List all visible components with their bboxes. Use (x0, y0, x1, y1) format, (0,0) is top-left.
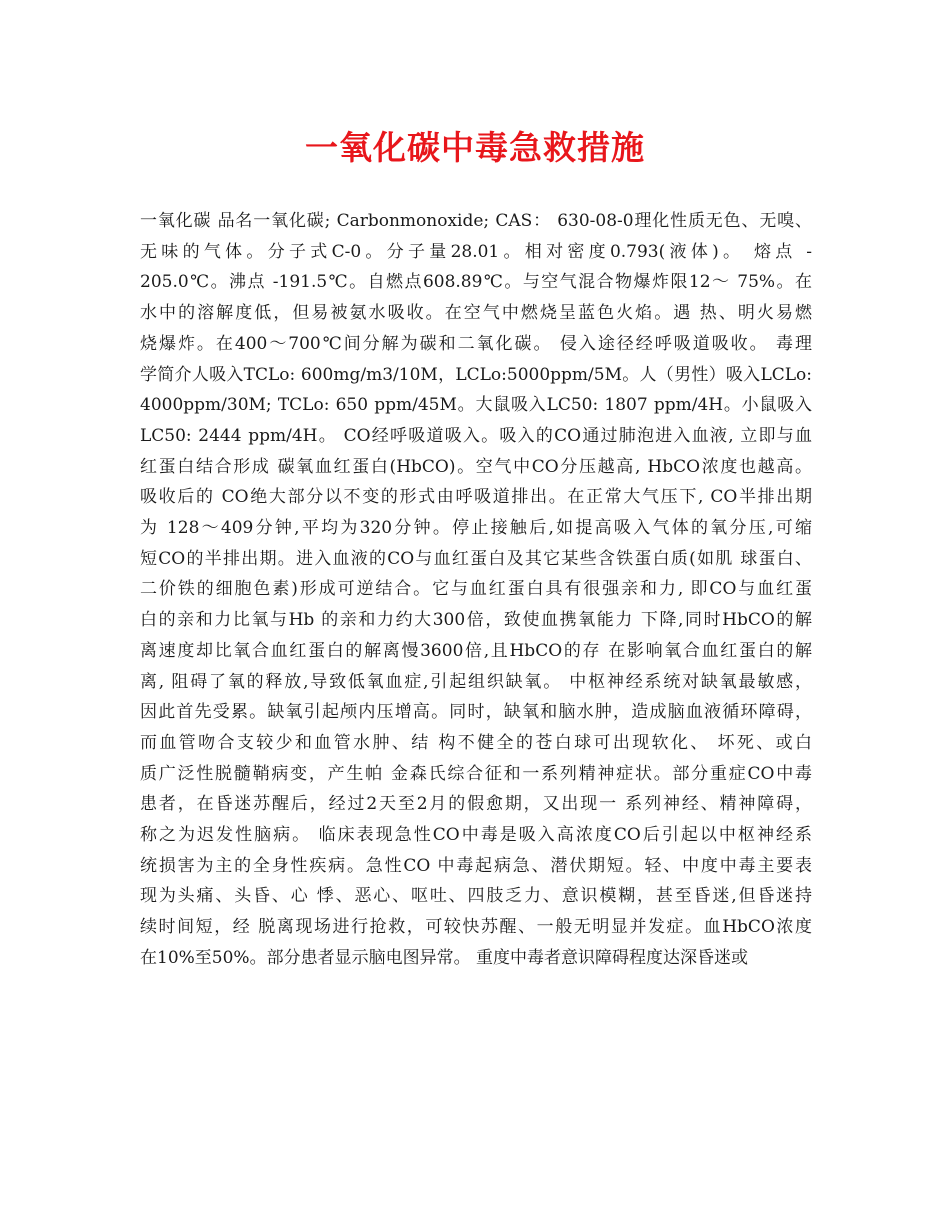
body-line: 烧爆炸。在400～700℃间分解为碳和二氧化碳。 侵入途径经呼吸道吸收。 毒理 (140, 333, 812, 354)
body-line: 学简介人吸入TCLo: 600mg/m3/10M，LCLo:5000ppm/5M。人（男性）吸入LCLo: (140, 364, 812, 385)
body-line: 短CO的半排出期。进入血液的CO与血红蛋白及其它某些含铁蛋白质(如肌 球蛋白、 (140, 548, 812, 569)
body-line: 现为头痛、头昏、心 悸、恶心、呕吐、四肢乏力、意识模糊，甚至昏迷,但昏迷持 (140, 886, 812, 907)
body-line: 无味的气体。分子式C-0。分子量28.01。相对密度0.793(液体)。 熔点 - (140, 241, 812, 262)
body-line: 离速度却比氧合血红蛋白的解离慢3600倍,且HbCO的存 在影响氧合血红蛋白的解 (140, 640, 812, 661)
body-line: 统损害为主的全身性疾病。急性CO 中毒起病急、潜伏期短。轻、中度中毒主要表 (140, 855, 812, 876)
body-line: 红蛋白结合形成 碳氧血红蛋白(HbCO)。空气中CO分压越高, HbCO浓度也越高。 (140, 456, 812, 477)
body-line: 205.0℃。沸点 -191.5℃。自燃点608.89℃。与空气混合物爆炸限12～ 75%。在 (140, 272, 812, 293)
document-body (140, 206, 812, 974)
body-line: 一氧化碳 品名一氧化碳; Carbonmonoxide; CAS： 630-08-0理化性质无色、无嗅、 (140, 211, 812, 231)
body-line: 患者，在昏迷苏醒后，经过2天至2月的假愈期，又出现一 系列神经、精神障碍， (140, 794, 812, 815)
body-line: 称之为迟发性脑病。 临床表现急性CO中毒是吸入高浓度CO后引起以中枢神经系 (140, 825, 812, 846)
body-line: 离, 阻碍了氧的释放,导致低氧血症,引起组织缺氧。 中枢神经系统对缺氧最敏感， (140, 671, 812, 692)
body-line: LC50: 2444 ppm/4H。 CO经呼吸道吸入。吸入的CO通过肺泡进入血液, 立即与血 (140, 425, 812, 446)
body-line: 4000ppm/30M; TCLo: 650 ppm/45M。大鼠吸入LC50: 1807 ppm/4H。小鼠吸入 (140, 395, 812, 416)
body-line: 为 128～409分钟,平均为320分钟。停止接触后,如提高吸入气体的氧分压,可缩 (140, 518, 812, 539)
body-line: 续时间短，经 脱离现场进行抢救，可较快苏醒、一般无明显并发症。血HbCO浓度 (140, 917, 812, 938)
document-title: 一氧化碳中毒急救措施 (305, 128, 645, 167)
body-line: 而血管吻合支较少和血管水肿、结 构不健全的苍白球可出现软化、 坏死、或白 (140, 732, 812, 753)
body-line: 吸收后的 CO绝大部分以不变的形式由呼吸道排出。在正常大气压下, CO半排出期 (140, 487, 812, 508)
body-line: 二价铁的细胞色素)形成可逆结合。它与血红蛋白具有很强亲和力, 即CO与血红蛋 (140, 579, 812, 600)
body-line: 因此首先受累。缺氧引起颅内压增高。同时，缺氧和脑水肿，造成脑血液循环障碍， (140, 702, 812, 723)
body-line: 在10%至50%。部分患者显示脑电图异常。 重度中毒者意识障碍程度达深昏迷或 (140, 947, 748, 968)
body-line: 质广泛性脱髓鞘病变，产生帕 金森氏综合征和一系列精神症状。部分重症CO中毒 (140, 763, 812, 784)
body-line: 水中的溶解度低，但易被氨水吸收。在空气中燃烧呈蓝色火焰。遇 热、明火易燃 (140, 303, 812, 324)
body-line: 白的亲和力比氧与Hb 的亲和力约大300倍，致使血携氧能力 下降,同时HbCO的解 (140, 610, 812, 631)
